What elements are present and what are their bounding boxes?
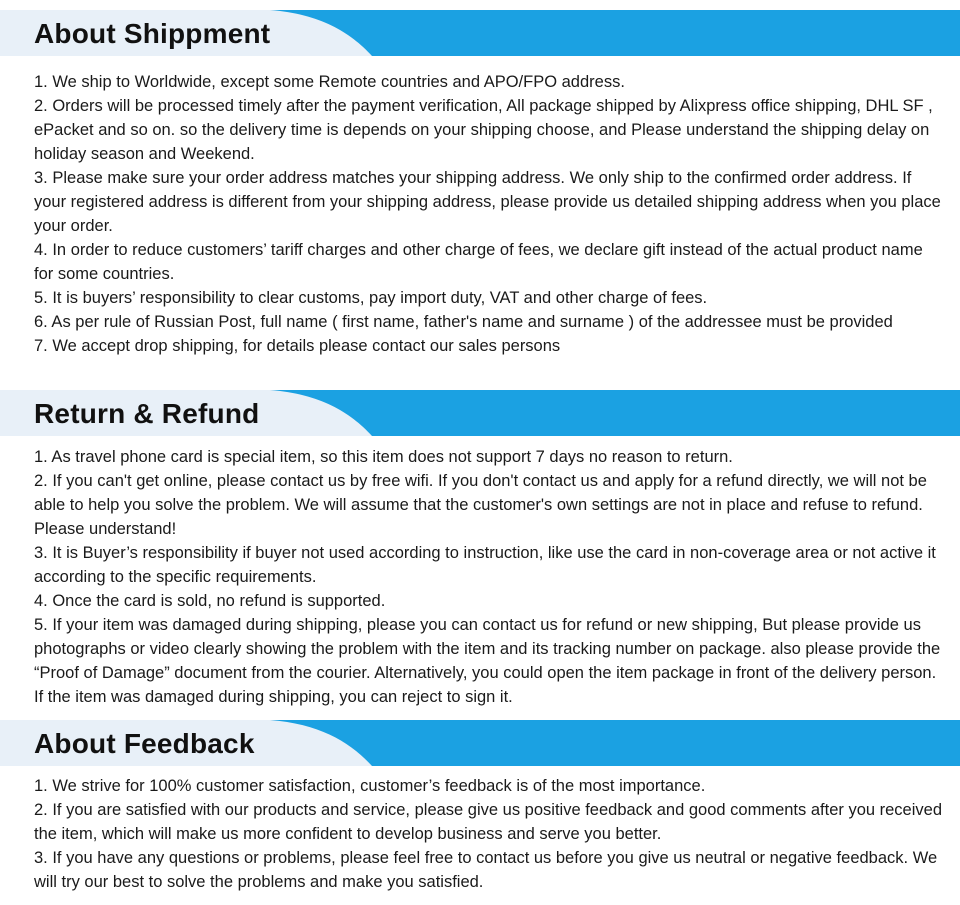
paragraph: 1. As travel phone card is special item, so this item does not support 7 days no reason to return. xyxy=(34,448,733,466)
paragraph: 3. It is Buyer’s responsibility if buyer not used according to instruction, like use the card in non-coverage area or not active it according to the specific requirements. xyxy=(34,544,936,586)
paragraph: 3. If you have any questions or problems, please feel free to contact us before you give us neutral or negative feedback. We will try our best to solve the problems and make you satisfied. xyxy=(34,849,938,891)
paragraph: 5. If your item was damaged during shipping, please you can contact us for refund or new shipping, But please provide us photographs or video clearly showing the problem with the item and its tracking number on package. also please provide the “Proof of Damage” document from the courier. Alternatively, you could open the item package in front of the delivery person. If the item was damaged during shipping, you can reject to sign it. xyxy=(34,616,941,706)
paragraph: 1. We ship to Worldwide, except some Remote countries and APO/FPO address. xyxy=(34,73,625,91)
paragraph: 4. In order to reduce customers’ tariff charges and other charge of fees, we declare gift instead of the actual product name for some countries. xyxy=(34,241,923,283)
paragraph: 5. It is buyers’ responsibility to clear customs, pay import duty, VAT and other charge of fees. xyxy=(34,289,708,307)
paragraph: 3. Please make sure your order address matches your shipping address. We only ship to the confirmed order address. If your registered address is different from your shipping address, please provide us detailed shipping address when you place your order. xyxy=(34,169,941,235)
section-body-shippment xyxy=(34,70,944,358)
section-header-refund xyxy=(0,390,960,436)
section-title: About Shippment xyxy=(34,18,271,49)
section-body-refund xyxy=(34,445,944,709)
paragraph: 1. We strive for 100% customer satisfaction, customer’s feedback is of the most importance. xyxy=(34,777,706,795)
section-header-feedback xyxy=(0,720,960,766)
section-title: About Feedback xyxy=(34,728,255,759)
paragraph: 2. If you are satisfied with our products and service, please give us positive feedback and good comments after you received the item, which will make us more confident to develop business and serve you better. xyxy=(34,801,942,843)
paragraph: 6. As per rule of Russian Post, full name ( first name, father's name and surname ) of the addressee must be provided xyxy=(34,313,893,331)
paragraph: 4. Once the card is sold, no refund is supported. xyxy=(34,592,386,610)
section-header-shippment xyxy=(0,10,960,56)
paragraph: 7. We accept drop shipping, for details please contact our sales persons xyxy=(34,337,561,355)
paragraph: 2. Orders will be processed timely after the payment verification, All package shipped by Alixpress office shipping, DHL SF , ePacket and so on. so the delivery time is depends on your shipping choose, and Please understand the shipping delay on holiday season and Weekend. xyxy=(34,97,933,163)
paragraph: 2. If you can't get online, please contact us by free wifi. If you don't contact us and apply for a refund directly, we will not be able to help you solve the problem. We will assume that the customer's own settings are not in place and refuse to refund. Please understand! xyxy=(34,472,927,538)
section-body-feedback xyxy=(34,774,944,894)
section-title: Return & Refund xyxy=(34,398,260,429)
